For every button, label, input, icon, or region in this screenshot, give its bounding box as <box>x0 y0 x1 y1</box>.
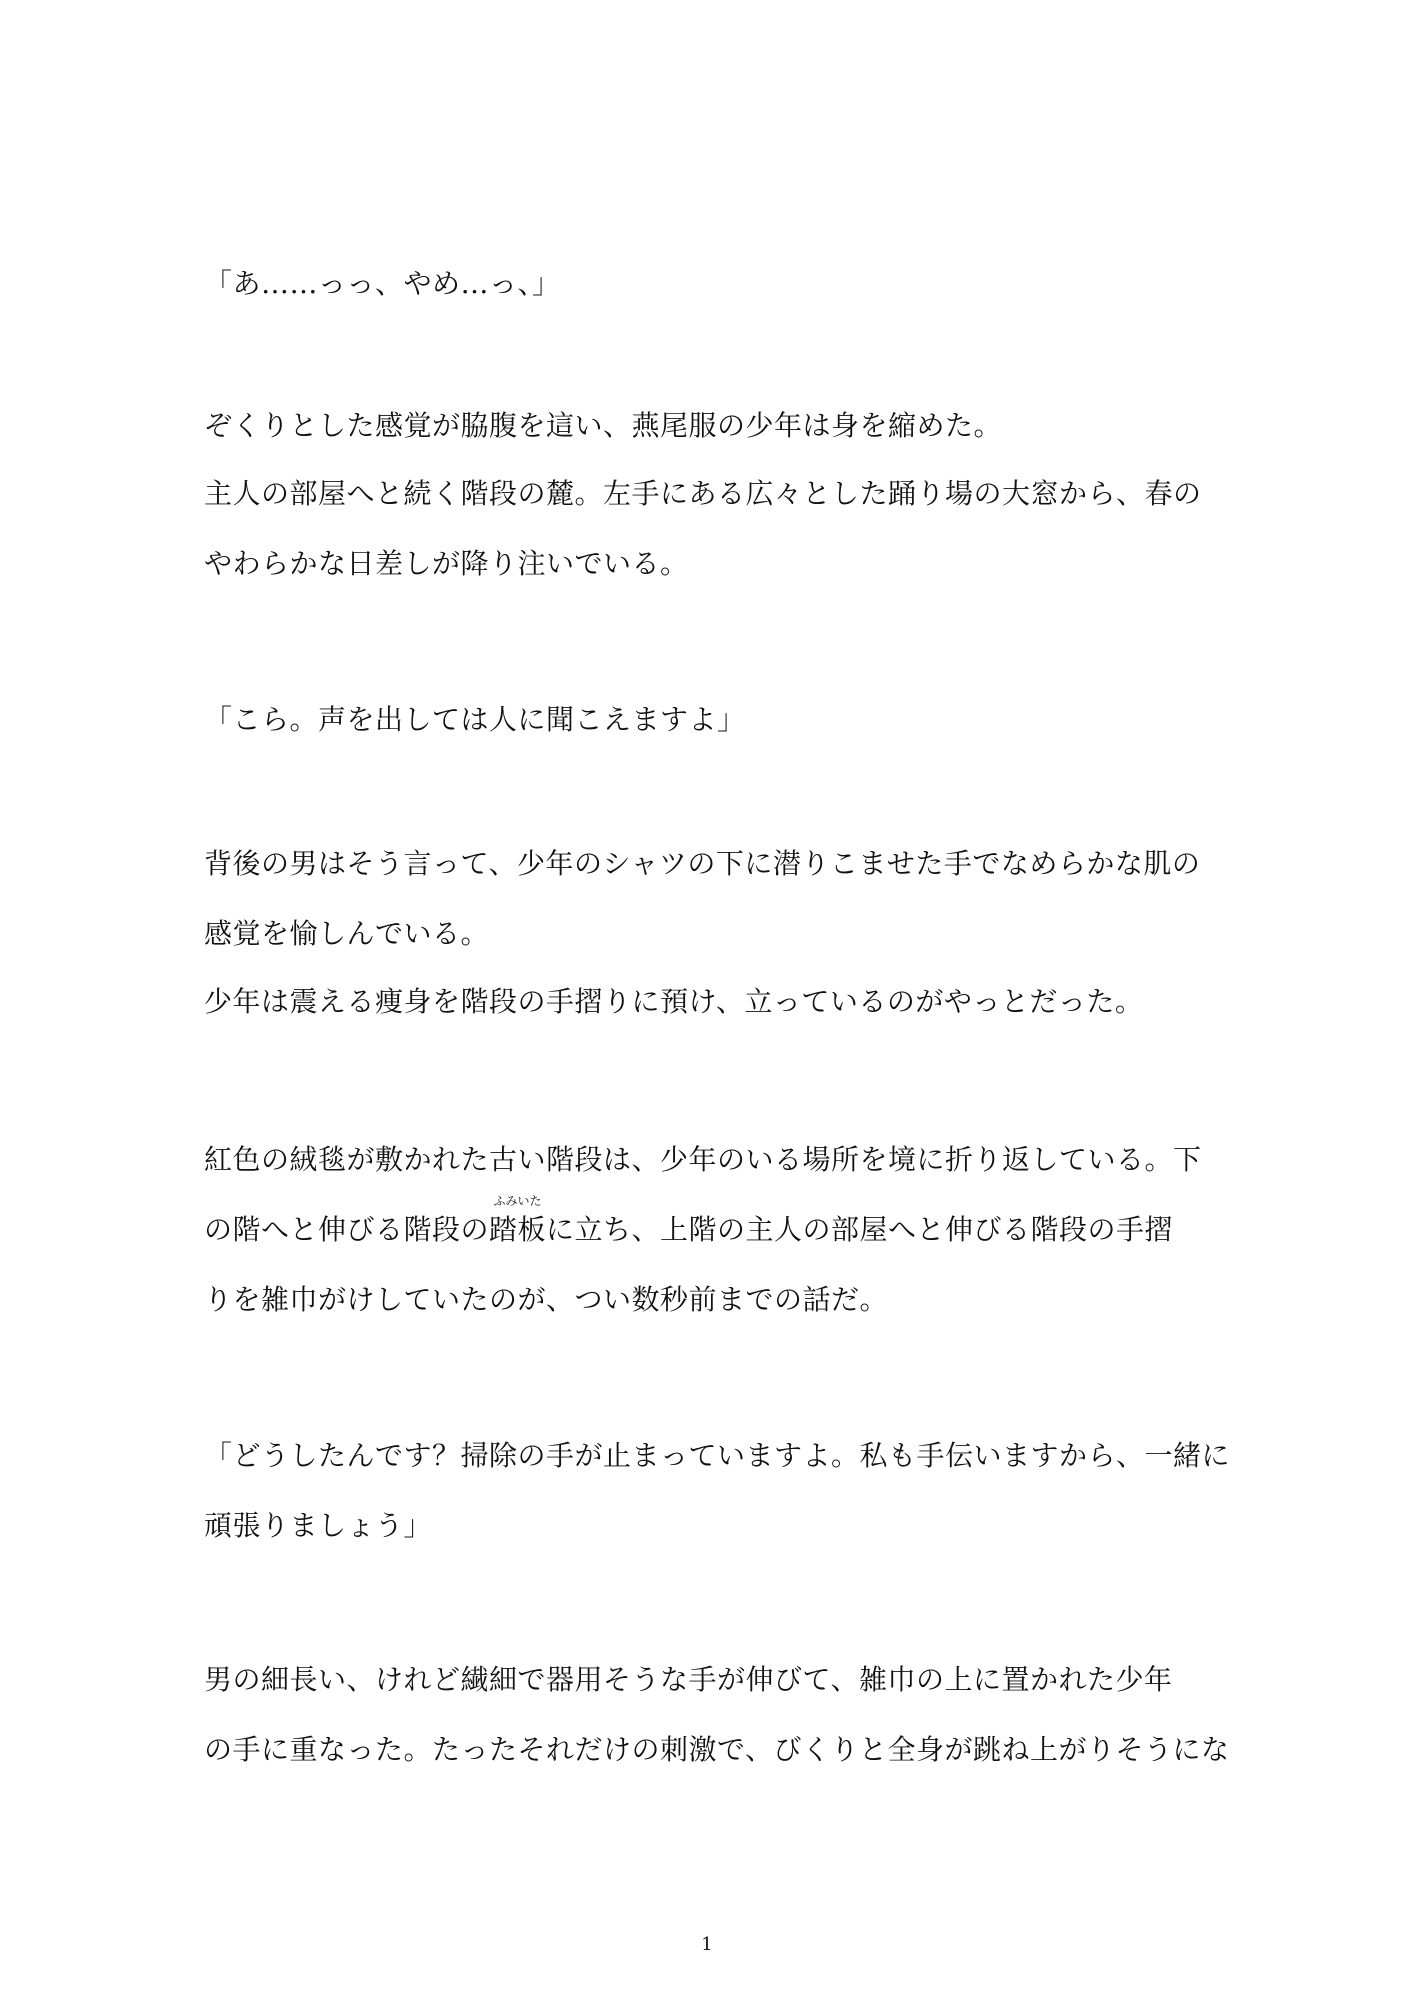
text-line: ぞくりとした感覚が脇腹を這い、燕尾服の少年は身を縮めた。 <box>204 409 1003 442</box>
text-line-dialogue: 「こら。声を出しては人に聞こえますよ」 <box>204 703 746 736</box>
text-line-dialogue: 「どうしたんです？掃除の手が止まっていますよ。私も手伝いますから、一緒に <box>204 1439 1231 1472</box>
text-line: 感覚を愉しんでいる。 <box>204 917 490 950</box>
text-line-dialogue: 頑張りましょう」 <box>204 1509 433 1542</box>
text-segment: に立ち、上階の主人の部屋へと伸びる階段の手摺 <box>546 1213 1174 1246</box>
text-line-with-ruby <box>204 1194 1174 1248</box>
text-line: やわらかな日差しが降り注いでいる。 <box>204 547 689 580</box>
text-line: りを雑巾がけしていたのが、つい数秒前までの話だ。 <box>204 1283 889 1316</box>
ruby-base: 踏板 <box>489 1213 547 1246</box>
text-line: 背後の男はそう言って、少年のシャツの下に潜りこませた手でなめらかな肌の <box>204 847 1201 880</box>
text-line: の手に重なった。たったそれだけの刺激で、びくりと全身が跳ね上がりそうにな <box>204 1733 1230 1766</box>
ruby-reading: ふみいた <box>493 1194 542 1208</box>
text-line: 主人の部屋へと続く階段の麓。左手にある広々とした踊り場の大窓から、春の <box>204 477 1202 510</box>
text-line: 男の細長い、けれど繊細で器用そうな手が伸びて、雑巾の上に置かれた少年 <box>204 1663 1173 1696</box>
text-line: 紅色の絨毯が敷かれた古い階段は、少年のいる場所を境に折り返している。下 <box>204 1143 1202 1176</box>
text-line: 少年は震える痩身を階段の手摺りに預け、立っているのがやっとだった。 <box>204 985 1144 1018</box>
ruby-word <box>489 1194 547 1248</box>
text-segment: の階へと伸びる階段の <box>204 1213 490 1246</box>
text-line-dialogue: 「あ……っっ、やめ…っ、」 <box>204 267 561 300</box>
page-number: 1 <box>701 1934 713 1955</box>
